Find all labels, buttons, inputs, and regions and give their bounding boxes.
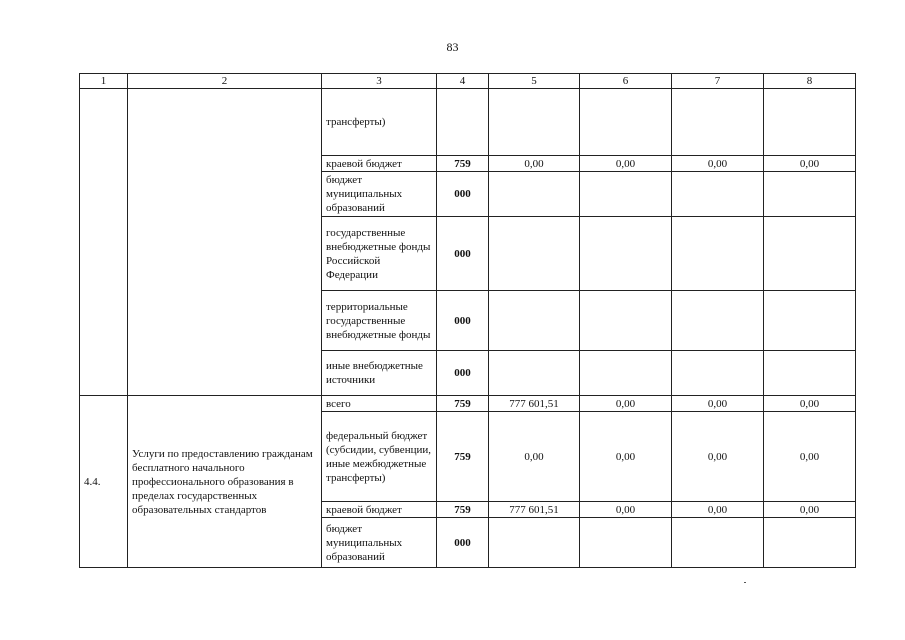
funding-source-cell: территориальные государственные внебюджетные фонды bbox=[322, 291, 437, 351]
column-header: 1 bbox=[80, 74, 128, 89]
funding-source-cell: всего bbox=[322, 396, 437, 412]
value-cell: 0,00 bbox=[764, 412, 856, 502]
value-cell bbox=[672, 518, 764, 568]
funding-source-cell: бюджет муниципальных образований bbox=[322, 172, 437, 217]
value-cell bbox=[580, 172, 672, 217]
value-cell bbox=[764, 291, 856, 351]
table-row bbox=[80, 396, 856, 412]
column-header: 8 bbox=[764, 74, 856, 89]
value-cell bbox=[489, 217, 580, 291]
value-cell: 777 601,51 bbox=[489, 502, 580, 518]
value-cell bbox=[764, 217, 856, 291]
value-cell bbox=[489, 351, 580, 396]
value-cell: 0,00 bbox=[580, 412, 672, 502]
value-cell: 0,00 bbox=[672, 502, 764, 518]
value-cell bbox=[764, 89, 856, 156]
page-number: 83 bbox=[446, 40, 459, 54]
scan-speck bbox=[744, 582, 746, 583]
value-cell bbox=[764, 172, 856, 217]
value-cell: 0,00 bbox=[764, 396, 856, 412]
value-cell: 0,00 bbox=[764, 156, 856, 172]
code-cell: 000 bbox=[437, 291, 489, 351]
code-cell: 000 bbox=[437, 518, 489, 568]
column-header: 5 bbox=[489, 74, 580, 89]
value-cell: 0,00 bbox=[489, 156, 580, 172]
value-cell bbox=[672, 89, 764, 156]
column-header: 2 bbox=[128, 74, 322, 89]
value-cell bbox=[489, 291, 580, 351]
code-cell: 759 bbox=[437, 156, 489, 172]
code-cell bbox=[437, 89, 489, 156]
value-cell bbox=[580, 518, 672, 568]
column-header: 7 bbox=[672, 74, 764, 89]
value-cell: 0,00 bbox=[672, 412, 764, 502]
section-number-cell bbox=[80, 89, 128, 396]
section-title-cell bbox=[128, 89, 322, 396]
value-cell bbox=[764, 518, 856, 568]
funding-source-cell: бюджет муниципальных образований bbox=[322, 518, 437, 568]
value-cell: 0,00 bbox=[489, 412, 580, 502]
value-cell: 777 601,51 bbox=[489, 396, 580, 412]
funding-source-cell: федеральный бюджет (субсидии, субвенции, иные межбюджетные трансферты) bbox=[322, 412, 437, 502]
value-cell bbox=[580, 351, 672, 396]
column-number-row bbox=[80, 74, 856, 89]
value-cell bbox=[580, 89, 672, 156]
value-cell bbox=[580, 291, 672, 351]
code-cell: 759 bbox=[437, 412, 489, 502]
value-cell bbox=[672, 217, 764, 291]
funding-source-cell: краевой бюджет bbox=[322, 502, 437, 518]
code-cell: 759 bbox=[437, 502, 489, 518]
section-title-cell: Услуги по предоставлению гражданам бесплатного начального профессионального образования в пределах государственных образовательных стандартов bbox=[128, 396, 322, 568]
value-cell bbox=[580, 217, 672, 291]
budget-table bbox=[79, 73, 856, 568]
code-cell: 759 bbox=[437, 396, 489, 412]
section-number-cell: 4.4. bbox=[80, 396, 128, 568]
value-cell bbox=[489, 172, 580, 217]
value-cell bbox=[764, 351, 856, 396]
column-header: 4 bbox=[437, 74, 489, 89]
column-header: 3 bbox=[322, 74, 437, 89]
funding-source-cell: государственные внебюджетные фонды Российской Федерации bbox=[322, 217, 437, 291]
value-cell bbox=[672, 291, 764, 351]
value-cell bbox=[672, 351, 764, 396]
funding-source-cell: трансферты) bbox=[322, 89, 437, 156]
table-row bbox=[80, 89, 856, 156]
code-cell: 000 bbox=[437, 351, 489, 396]
column-header: 6 bbox=[580, 74, 672, 89]
value-cell: 0,00 bbox=[764, 502, 856, 518]
value-cell bbox=[489, 518, 580, 568]
funding-source-cell: краевой бюджет bbox=[322, 156, 437, 172]
value-cell: 0,00 bbox=[580, 156, 672, 172]
value-cell bbox=[672, 172, 764, 217]
value-cell: 0,00 bbox=[672, 396, 764, 412]
value-cell: 0,00 bbox=[580, 502, 672, 518]
code-cell: 000 bbox=[437, 217, 489, 291]
value-cell: 0,00 bbox=[672, 156, 764, 172]
value-cell bbox=[489, 89, 580, 156]
code-cell: 000 bbox=[437, 172, 489, 217]
value-cell: 0,00 bbox=[580, 396, 672, 412]
funding-source-cell: иные внебюджетные источники bbox=[322, 351, 437, 396]
